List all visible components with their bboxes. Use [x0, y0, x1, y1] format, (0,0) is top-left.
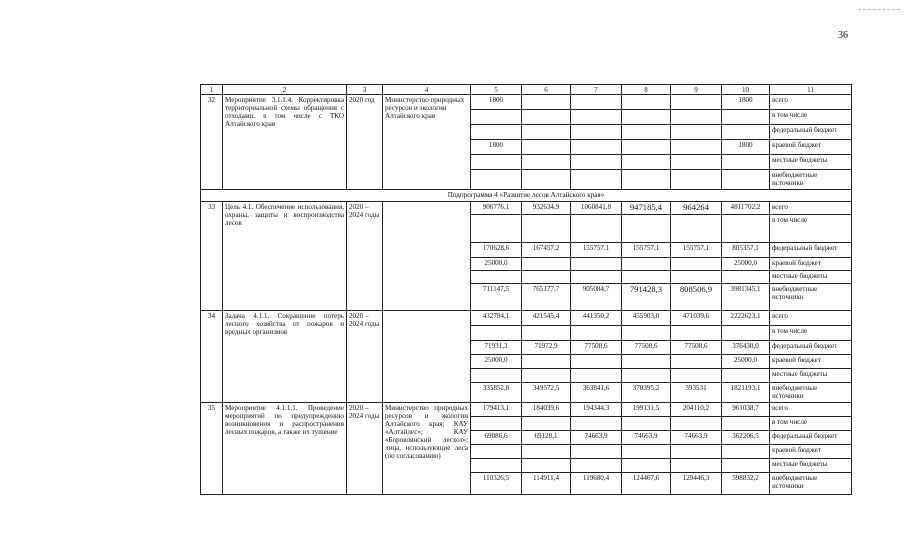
funding-label: в том числе — [770, 215, 852, 243]
value-cell: 119680,4 — [571, 473, 622, 495]
value-cell: 25000,0 — [471, 355, 522, 369]
value-cell: 947185,4 — [622, 202, 671, 215]
value-cell: 204110,2 — [671, 403, 722, 417]
funding-label: внебюджетные источники — [770, 170, 852, 190]
value-cell: 114911,4 — [522, 473, 571, 495]
value-cell — [571, 95, 622, 110]
value-cell: 170628,6 — [471, 243, 522, 258]
page-number: 36 — [838, 30, 848, 41]
period: 2020 – 2024 годы — [347, 202, 383, 311]
value-cell: 432784,1 — [471, 311, 522, 326]
header-cell: 11 — [770, 85, 852, 95]
header-cell: 3 — [347, 85, 383, 95]
row-number: 34 — [201, 311, 223, 403]
value-cell: 155757,1 — [622, 243, 671, 258]
funding-label: краевой бюджет — [770, 140, 852, 155]
value-cell — [522, 258, 571, 271]
value-cell: 349572,5 — [522, 383, 571, 403]
value-cell: 711147,5 — [471, 284, 522, 311]
funding-label: местные бюджеты — [770, 271, 852, 284]
funding-label: местные бюджеты — [770, 369, 852, 383]
executor — [383, 311, 471, 403]
value-cell: 77508,6 — [622, 341, 671, 355]
header-cell: 1 — [201, 85, 223, 95]
header-cell: 8 — [622, 85, 671, 95]
value-cell — [671, 140, 722, 155]
funding-label: в том числе — [770, 326, 852, 341]
scan-mark — [858, 9, 900, 11]
header-row — [201, 85, 852, 95]
value-cell: 167457,2 — [522, 243, 571, 258]
value-cell — [571, 258, 622, 271]
value-cell — [622, 140, 671, 155]
value-cell: 362206,5 — [722, 431, 770, 445]
header-cell: 10 — [722, 85, 770, 95]
value-cell — [671, 355, 722, 369]
funding-label: краевой бюджет — [770, 445, 852, 459]
value-cell: 1800 — [722, 95, 770, 110]
value-cell: 74663,9 — [622, 431, 671, 445]
executor: Министерство природных ресурсов и экологии Алтайского края — [383, 95, 471, 190]
executor — [383, 202, 471, 311]
row-number: 32 — [201, 95, 223, 190]
value-cell: 124467,6 — [622, 473, 671, 495]
value-cell: 765177,7 — [522, 284, 571, 311]
value-cell: 74663,9 — [671, 431, 722, 445]
value-cell: 805357,1 — [722, 243, 770, 258]
value-cell: 335852,8 — [471, 383, 522, 403]
funding-label: местные бюджеты — [770, 155, 852, 170]
funding-label: всего — [770, 311, 852, 326]
value-cell: 471039,6 — [671, 311, 722, 326]
value-cell: 1800 — [471, 95, 522, 110]
value-cell: 1060841,8 — [571, 202, 622, 215]
value-cell — [571, 140, 622, 155]
value-cell: 378395,2 — [622, 383, 671, 403]
value-cell: 3981345,1 — [722, 284, 770, 311]
table-row — [201, 403, 852, 417]
value-cell — [622, 95, 671, 110]
value-cell: 905084,7 — [571, 284, 622, 311]
funding-label: внебюджетные источники — [770, 473, 852, 495]
value-cell: 25000,0 — [471, 258, 522, 271]
table-row — [201, 95, 852, 110]
value-cell: 791428,3 — [622, 284, 671, 311]
value-cell — [622, 258, 671, 271]
value-cell: 155757,1 — [671, 243, 722, 258]
value-cell: 455903,8 — [622, 311, 671, 326]
funding-label: краевой бюджет — [770, 258, 852, 271]
value-cell: 77508,6 — [671, 341, 722, 355]
program-table — [200, 84, 852, 495]
header-cell: 4 — [383, 85, 471, 95]
value-cell: 74663,9 — [571, 431, 622, 445]
value-cell: 25000,0 — [722, 355, 770, 369]
funding-label: всего — [770, 202, 852, 215]
value-cell — [622, 355, 671, 369]
activity-name: Мероприятие 3.1.1.4. Корректировка территориальной схемы обращения с отходами, в том числе с ТКО Алтайского края — [223, 95, 347, 190]
header-cell: 2 — [223, 85, 347, 95]
activity-name: Мероприятие 4.1.1.1. Проведение мероприятий по предупреждению возникновения и распространения лесных пожаров, а также их тушение — [223, 403, 347, 495]
subprogram-row — [201, 190, 852, 202]
task-name: Задача 4.1.1. Сокращение потерь лесного хозяйства от пожаров и вредных организмов — [223, 311, 347, 403]
value-cell — [522, 140, 571, 155]
table-row — [201, 202, 852, 215]
value-cell: 25000,0 — [722, 258, 770, 271]
period: 2020 год — [347, 95, 383, 190]
funding-label: местные бюджеты — [770, 459, 852, 473]
value-cell: 179413,1 — [471, 403, 522, 417]
value-cell: 110326,5 — [471, 473, 522, 495]
value-cell: 2222623,1 — [722, 311, 770, 326]
funding-label: федеральный бюджет — [770, 431, 852, 445]
value-cell: 77508,6 — [571, 341, 622, 355]
funding-label: внебюджетные источники — [770, 383, 852, 403]
funding-label: краевой бюджет — [770, 355, 852, 369]
value-cell: 393531 — [671, 383, 722, 403]
row-number: 35 — [201, 403, 223, 495]
period: 2020 – 2024 годы — [347, 311, 383, 403]
value-cell: 598832,2 — [722, 473, 770, 495]
funding-label: внебюджетные источники — [770, 284, 852, 311]
value-cell: 194344,3 — [571, 403, 622, 417]
funding-label: федеральный бюджет — [770, 341, 852, 355]
value-cell: 363841,6 — [571, 383, 622, 403]
value-cell — [571, 355, 622, 369]
value-cell: 961038,7 — [722, 403, 770, 417]
value-cell: 184039,6 — [522, 403, 571, 417]
value-cell: 69128,1 — [522, 431, 571, 445]
value-cell: 1821193,1 — [722, 383, 770, 403]
value-cell: 808506,9 — [671, 284, 722, 311]
value-cell: 421545,4 — [522, 311, 571, 326]
value-cell: 932634,9 — [522, 202, 571, 215]
header-cell: 6 — [522, 85, 571, 95]
header-cell: 9 — [671, 85, 722, 95]
value-cell: 71931,3 — [471, 341, 522, 355]
funding-label: всего — [770, 403, 852, 417]
value-cell: 4811702,2 — [722, 202, 770, 215]
executor: Министерство природных ресурсов и экологии Алтайского края; КАУ «Алтайлес»; КАУ «Боровлянский лесхоз»; лица, использующие леса (по согласованию) — [383, 403, 471, 495]
value-cell: 441350,2 — [571, 311, 622, 326]
value-cell — [522, 355, 571, 369]
period: 2020 – 2024 годы — [347, 403, 383, 495]
value-cell: 906776,1 — [471, 202, 522, 215]
subprogram-title: Подпрограмма 4 «Развитие лесов Алтайского края» — [201, 190, 852, 202]
funding-label: федеральный бюджет — [770, 243, 852, 258]
funding-label: всего — [770, 95, 852, 110]
value-cell: 71972,9 — [522, 341, 571, 355]
funding-label: федеральный бюджет — [770, 125, 852, 140]
value-cell: 376430,0 — [722, 341, 770, 355]
value-cell: 1800 — [722, 140, 770, 155]
goal-name: Цель 4.1. Обеспечение использования, охраны, защиты и воспроизводства лесов — [223, 202, 347, 311]
value-cell — [522, 95, 571, 110]
value-cell: 129446,3 — [671, 473, 722, 495]
funding-label: в том числе — [770, 417, 852, 431]
header-cell: 5 — [471, 85, 522, 95]
value-cell: 964264 — [671, 202, 722, 215]
value-cell: 1800 — [471, 140, 522, 155]
value-cell: 69086,6 — [471, 431, 522, 445]
value-cell: 199131,5 — [622, 403, 671, 417]
value-cell — [671, 258, 722, 271]
funding-label: в том числе — [770, 110, 852, 125]
row-number: 33 — [201, 202, 223, 311]
value-cell — [671, 95, 722, 110]
table-row — [201, 311, 852, 326]
header-cell: 7 — [571, 85, 622, 95]
value-cell: 155757,1 — [571, 243, 622, 258]
